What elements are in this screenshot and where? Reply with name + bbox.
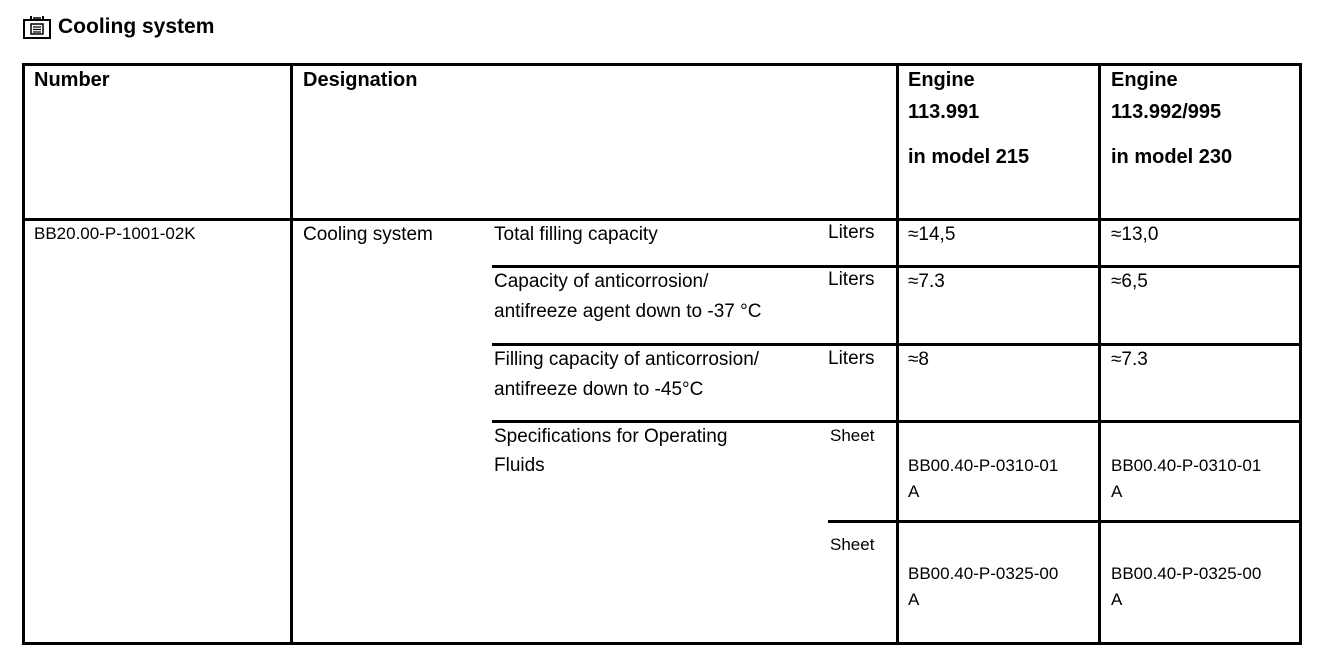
document-number: BB20.00-P-1001-02K: [34, 224, 196, 243]
specs-designation-line2: Fluids: [494, 455, 545, 476]
sheet-2-engine-2-line2: A: [1111, 590, 1123, 610]
row-divider: [828, 520, 1302, 523]
sheet-2-unit: Sheet: [830, 535, 875, 554]
page-title: Cooling system: [58, 15, 215, 38]
header-engine-1-line3: in model 215: [908, 146, 1030, 168]
row-45-engine-1: ≈8: [908, 349, 929, 370]
row-37-engine-2: ≈6,5: [1111, 271, 1148, 292]
sheet-2-engine-2-line1: BB00.40-P-0325-00: [1111, 564, 1262, 583]
sheet-2-engine-1: [908, 561, 1058, 614]
header-engine-1-line2: 113.991: [908, 101, 980, 123]
header-engine-2-line2: 113.992/995: [1111, 101, 1222, 123]
row-total-engine-2: ≈13,0: [1111, 224, 1159, 245]
group-name: Cooling system: [303, 224, 433, 245]
document-icon: [22, 14, 54, 40]
row-45-unit: Liters: [828, 348, 875, 369]
sheet-1-unit: Sheet: [830, 426, 875, 445]
sheet-1-engine-2-line2: A: [1111, 482, 1123, 502]
row-37-unit: Liters: [828, 269, 875, 290]
sheet-1-engine-1: [908, 453, 1058, 506]
cooling-system-table: [22, 63, 1302, 645]
sheet-1-engine-1-line1: BB00.40-P-0310-01: [908, 456, 1059, 475]
sheet-1-engine-2-line1: BB00.40-P-0310-01: [1111, 456, 1262, 475]
sheet-2-engine-2: [1111, 561, 1261, 614]
header-engine-2-line3: in model 230: [1111, 146, 1233, 168]
row-37-designation-line2: antifreeze agent down to -37 °C: [494, 301, 762, 322]
header-designation: Designation: [303, 69, 418, 91]
col-divider: [896, 63, 899, 645]
row-37-designation-line1: Capacity of anticorrosion/: [494, 271, 709, 292]
row-45-designation-line1: Filling capacity of anticorrosion/: [494, 349, 760, 370]
sheet-1-engine-2: [1111, 453, 1261, 506]
sheet-1-engine-1-line2: A: [908, 482, 920, 502]
header-engine-2-line1: Engine: [1111, 69, 1178, 91]
row-total-unit: Liters: [828, 222, 875, 243]
row-37-engine-1: ≈7.3: [908, 271, 945, 292]
specs-designation-line1: Specifications for Operating: [494, 426, 728, 447]
row-total-designation: Total filling capacity: [494, 224, 658, 245]
row-45-designation-line2: antifreeze down to -45°C: [494, 379, 704, 400]
header-divider: [22, 218, 1302, 221]
header-number: Number: [34, 69, 110, 91]
page-header: [22, 12, 214, 42]
header-engine-1-line1: Engine: [908, 69, 975, 91]
sheet-2-engine-1-line2: A: [908, 590, 920, 610]
row-total-engine-1: ≈14,5: [908, 224, 956, 245]
col-divider: [290, 63, 293, 645]
col-divider: [1098, 63, 1101, 645]
sheet-2-engine-1-line1: BB00.40-P-0325-00: [908, 564, 1059, 583]
row-45-engine-2: ≈7.3: [1111, 349, 1148, 370]
